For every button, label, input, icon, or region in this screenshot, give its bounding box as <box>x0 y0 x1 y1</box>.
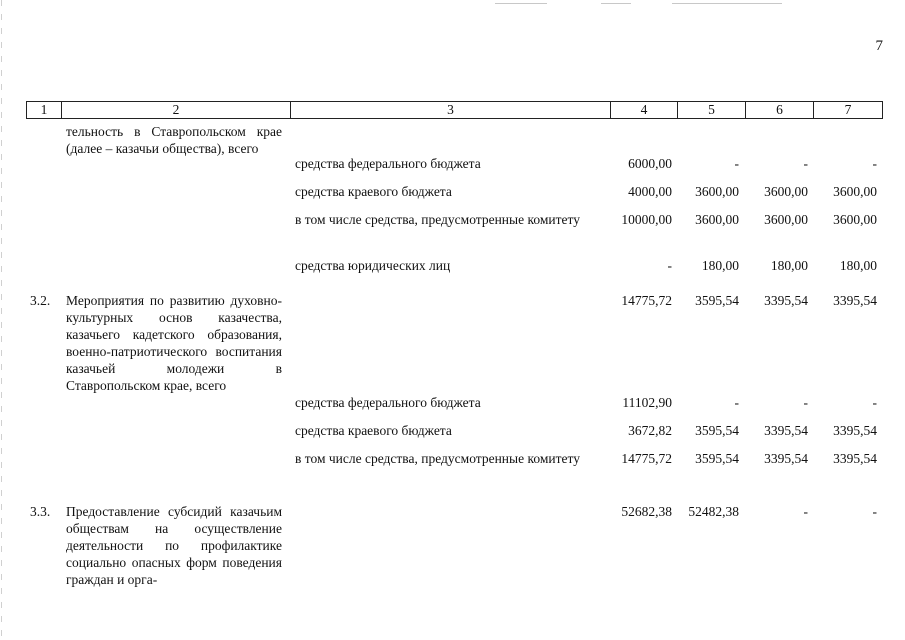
column-header-4: 4 <box>611 102 678 119</box>
value-col7: 3600,00 <box>833 184 877 199</box>
value-col5: 3595,54 <box>695 451 739 466</box>
value-col5: 3600,00 <box>695 184 739 199</box>
page-number: 7 <box>875 38 883 54</box>
value-col4: 52682,38 <box>621 504 672 519</box>
column-header-table <box>26 101 883 119</box>
value-col4: 6000,00 <box>628 156 672 171</box>
value-col6: 3600,00 <box>764 212 808 227</box>
value-col7: - <box>872 156 877 171</box>
value-col4: 14775,72 <box>621 293 672 308</box>
value-col7: 180,00 <box>839 258 877 273</box>
value-col7: - <box>872 504 877 519</box>
value-col4: 10000,00 <box>621 212 672 227</box>
scan-left-edge <box>1 0 2 640</box>
funding-source: в том числе средства, предусмотренные комитету <box>295 451 580 466</box>
value-col5: 52482,38 <box>688 504 739 519</box>
funding-source: в том числе средства, предусмотренные комитету <box>295 212 580 227</box>
value-col6: 3395,54 <box>764 423 808 438</box>
value-col4: 11102,90 <box>622 395 672 410</box>
value-col6: 180,00 <box>770 258 808 273</box>
column-header-3: 3 <box>291 102 611 119</box>
value-col5: - <box>734 395 739 410</box>
column-header-2: 2 <box>62 102 291 119</box>
value-col5: - <box>734 156 739 171</box>
value-col4: 14775,72 <box>621 451 672 466</box>
value-col6: 3395,54 <box>764 451 808 466</box>
event-name: тельность в Ставропольском крае (далее – казачьи общества), всего <box>66 124 282 156</box>
funding-source: средства федерального бюджета <box>295 156 481 171</box>
column-header-5: 5 <box>678 102 746 119</box>
value-col6: - <box>803 395 808 410</box>
value-col7: - <box>872 395 877 410</box>
value-col6: - <box>803 504 808 519</box>
value-col4: - <box>667 258 672 273</box>
value-col7: 3395,54 <box>833 423 877 438</box>
value-col6: 3395,54 <box>764 293 808 308</box>
event-name: Мероприятия по развитию духовно-культурных основ казачества, казачьего кадетского образования, военно-патриотического воспитания казачьей молодежи в Ставропольском крае, всего <box>66 293 282 393</box>
value-col5: 180,00 <box>701 258 739 273</box>
scan-mark <box>601 3 631 4</box>
value-col7: 3600,00 <box>833 212 877 227</box>
value-col6: - <box>803 156 808 171</box>
value-col5: 3595,54 <box>695 293 739 308</box>
funding-source: средства краевого бюджета <box>295 423 452 438</box>
funding-source: средства федерального бюджета <box>295 395 481 410</box>
value-col5: 3595,54 <box>695 423 739 438</box>
column-header-6: 6 <box>746 102 814 119</box>
value-col7: 3395,54 <box>833 293 877 308</box>
funding-source: средства юридических лиц <box>295 258 451 273</box>
column-header-7: 7 <box>814 102 883 119</box>
value-col5: 3600,00 <box>695 212 739 227</box>
funding-source: средства краевого бюджета <box>295 184 452 199</box>
scan-mark <box>495 3 547 4</box>
column-header-row <box>27 102 883 119</box>
row-number: 3.2. <box>30 293 51 308</box>
row-number: 3.3. <box>30 504 51 519</box>
event-name: Предоставление субсидий казачьим обществам на осуществление деятельности по профилактике социально опасных форм поведения граждан и орга- <box>66 504 282 587</box>
value-col4: 3672,82 <box>628 423 672 438</box>
value-col4: 4000,00 <box>628 184 672 199</box>
value-col7: 3395,54 <box>833 451 877 466</box>
scan-mark <box>672 3 782 4</box>
column-header-1: 1 <box>27 102 62 119</box>
value-col6: 3600,00 <box>764 184 808 199</box>
